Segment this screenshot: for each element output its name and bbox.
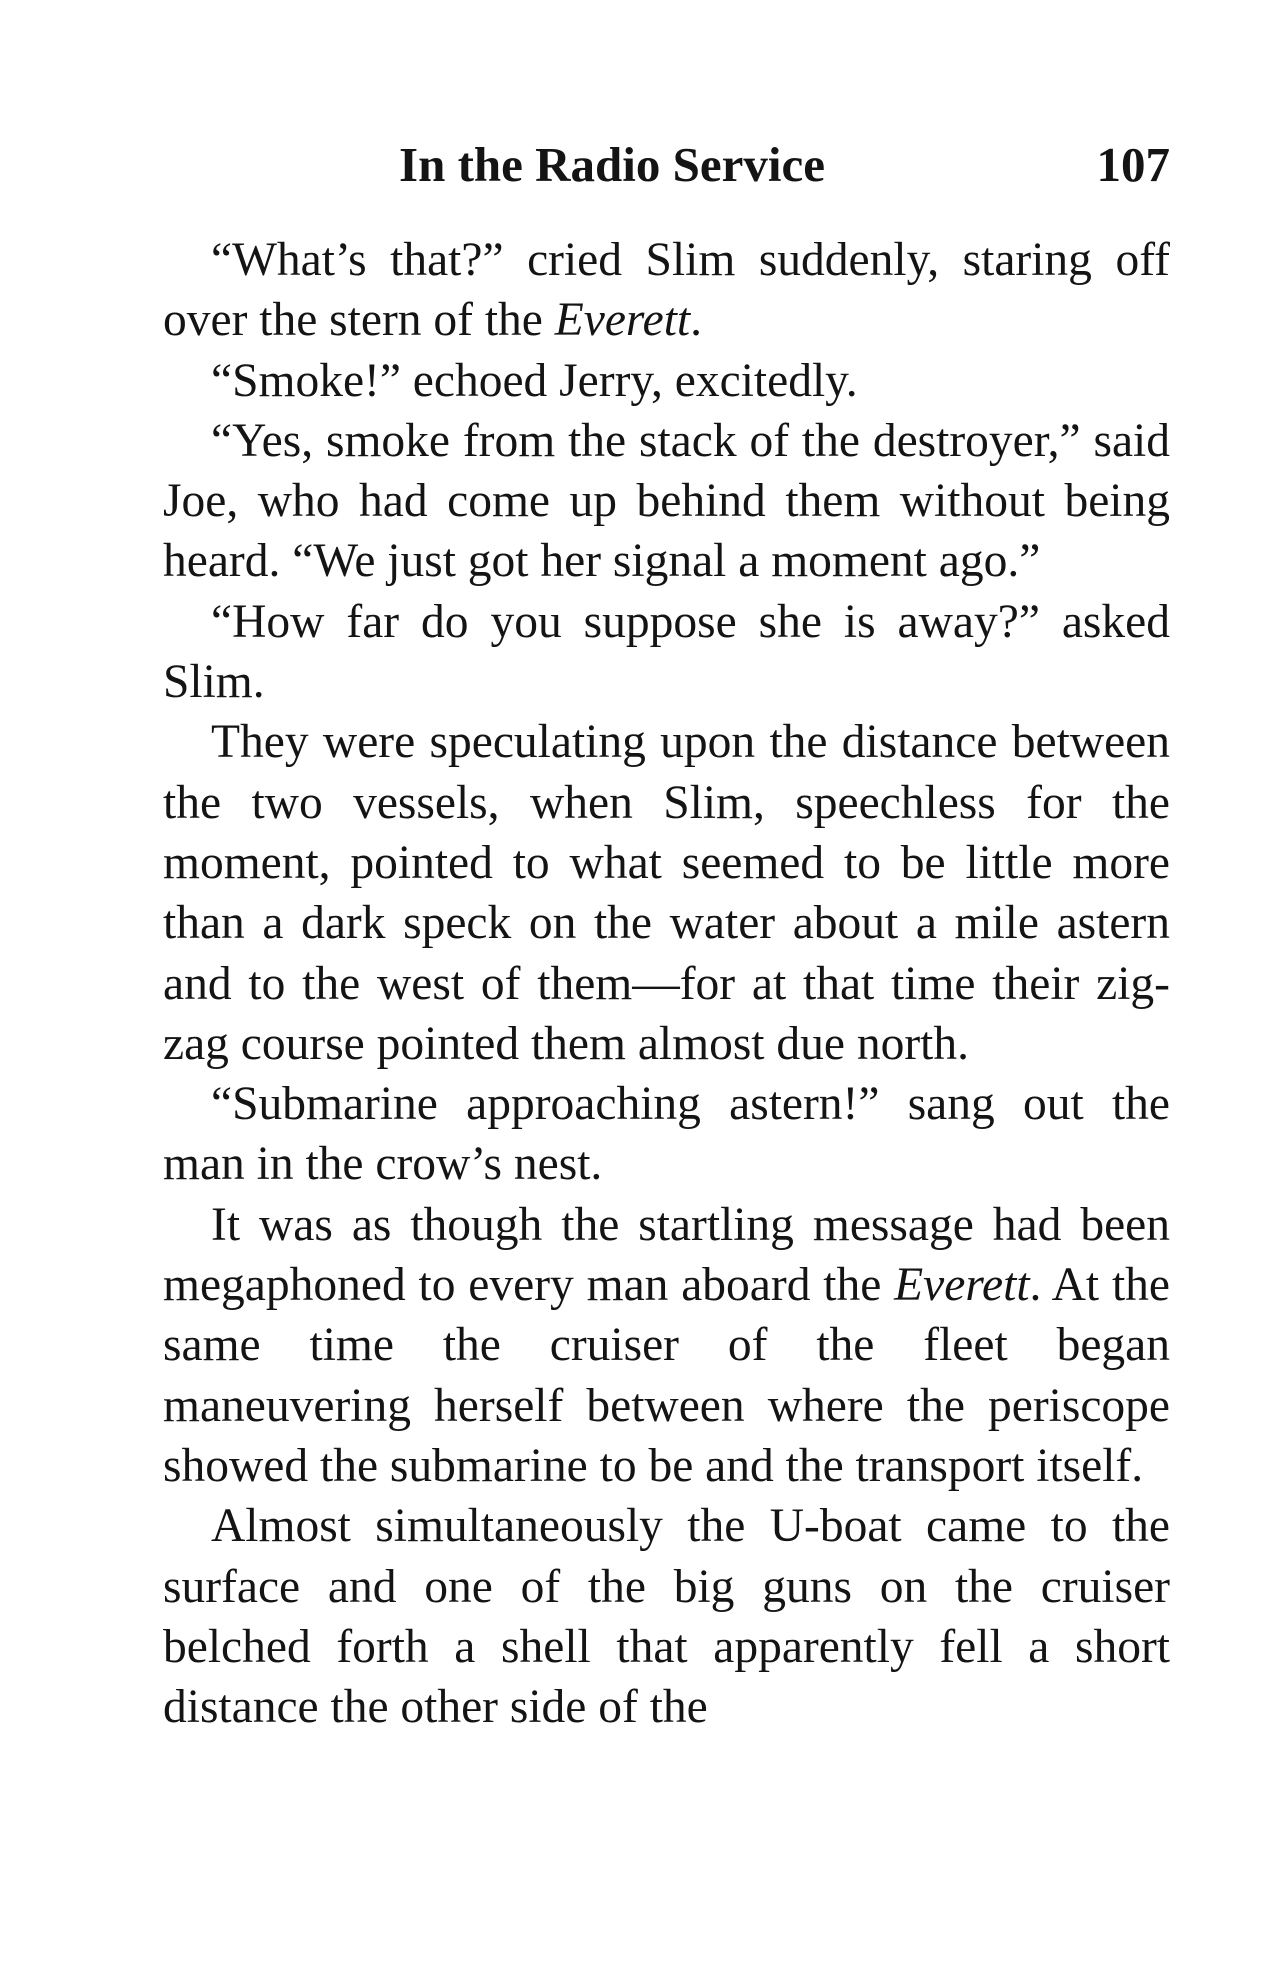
running-head-title: In the Radio Service	[399, 137, 825, 192]
paragraph	[163, 712, 1170, 1074]
text-run: “Yes, smoke from the stack of the destroyer,” said Joe, who had come up behind them without being heard. “We just got her signal a moment ago.”	[163, 414, 1170, 588]
body-text	[163, 230, 1170, 1737]
text-run: It was as though the startling message had been megaphoned to every man aboard the	[163, 1198, 1170, 1312]
paragraph	[163, 411, 1170, 592]
paragraph	[163, 1195, 1170, 1496]
text-run: “Submarine approaching astern!” sang out the man in the crow’s nest.	[163, 1078, 1170, 1191]
paragraph	[163, 1074, 1170, 1195]
paragraph	[163, 230, 1170, 351]
text-run: “How far do you suppose she is away?” asked Slim.	[163, 595, 1170, 709]
paragraph	[163, 592, 1170, 713]
text-run: Almost simultaneously the U-boat came to the surface and one of the big guns on the cruiser belched forth a shell that apparently fell a short distance the other side of the	[163, 1500, 1170, 1734]
running-head	[163, 130, 1170, 200]
ship-name: Everett	[554, 294, 691, 347]
text-run: “What’s that?” cried Slim suddenly, staring off over the stern of the	[163, 234, 1170, 347]
page-number: 107	[1096, 137, 1170, 192]
text-run: .	[690, 294, 703, 347]
text-run: They were speculating upon the distance between the two vessels, when Slim, speechless for the moment, pointed to what seemed to be little more than a dark speck on the water about a mile astern and to the west of them—for at that time their zig-zag course pointed them almost due north.	[163, 716, 1170, 1070]
ship-name: Everett	[894, 1259, 1030, 1312]
text-run: . At the same time the cruiser of the fleet began maneuvering herself between where the periscope showed the submarine to be and the transport itself.	[163, 1259, 1170, 1492]
paragraph	[163, 351, 1170, 411]
text-run: “Smoke!” echoed Jerry, excitedly.	[211, 354, 858, 407]
paragraph	[163, 1496, 1170, 1737]
